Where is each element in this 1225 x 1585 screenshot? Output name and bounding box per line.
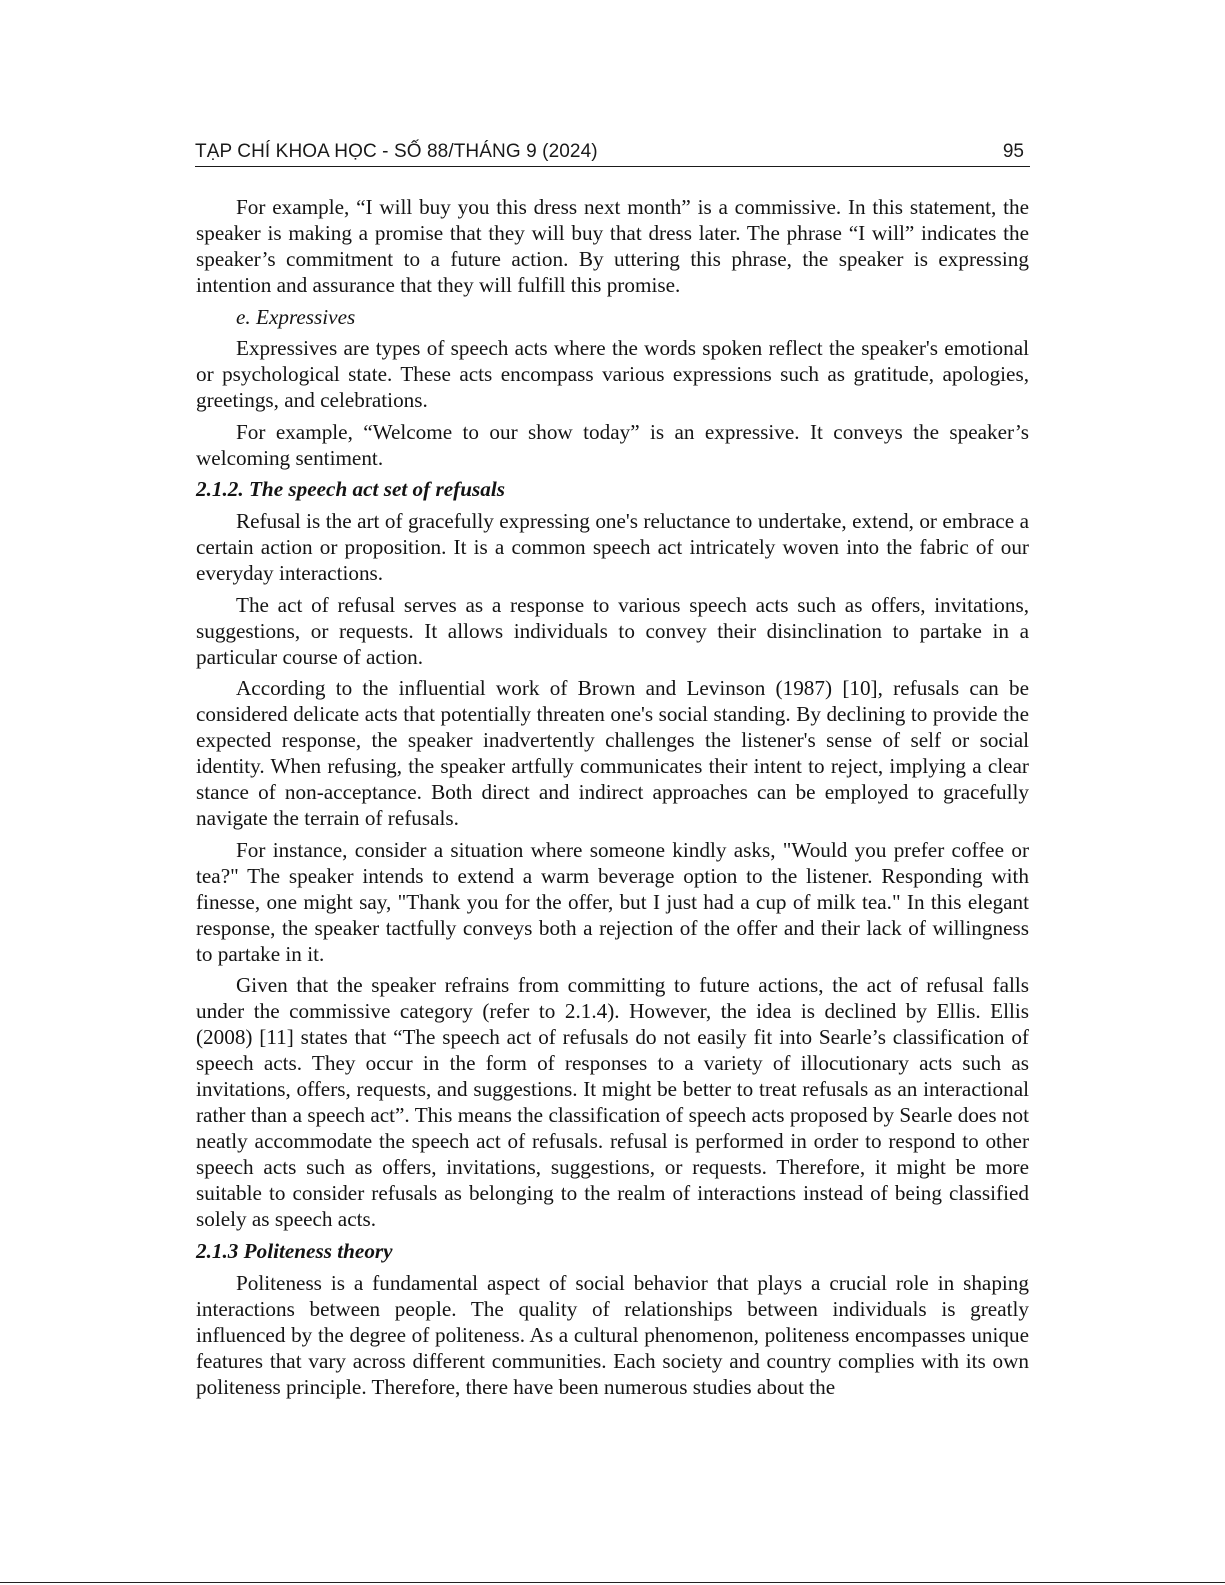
paragraph: Refusal is the art of gracefully expressing one's reluctance to undertake, extend, or embrace a certain action or proposition. It is a common speech act intricately woven into the fabric of our everyday interactions. [196, 508, 1029, 585]
running-header [195, 140, 1030, 167]
paragraph: Expressives are types of speech acts where the words spoken reflect the speaker's emotional or psychological state. These acts encompass various expressions such as gratitude, apologies, greetings, and celebrations. [196, 336, 1029, 413]
paragraph: Politeness is a fundamental aspect of social behavior that plays a crucial role in shaping interactions between people. The quality of relationships between individuals is greatly influenced by the degree of politeness. As a cultural phenomenon, politeness encompasses unique features that vary across different communities. Each society and country complies with its own politeness principle. Therefore, there have been numerous studies about the [196, 1270, 1029, 1399]
paragraph: According to the influential work of Brown and Levinson (1987) [10], refusals can be considered delicate acts that potentially threaten one's social standing. By declining to provide the expected response, the speaker inadvertently challenges the listener's sense of self or social identity. When refusing, the speaker artfully communicates their intent to reject, implying a clear stance of non-acceptance. Both direct and indirect approaches can be employed to gracefully navigate the terrain of refusals. [196, 676, 1029, 831]
paragraph: For example, “Welcome to our show today” is an expressive. It conveys the speaker’s welcoming sentiment. [196, 419, 1029, 470]
article-body [196, 194, 1029, 1400]
paragraph: The act of refusal serves as a response to various speech acts such as offers, invitations, suggestions, or requests. It allows individuals to convey their disinclination to partake in a particular course of action. [196, 592, 1029, 669]
page-edge-divider [0, 1582, 1225, 1583]
journal-title: TẠP CHÍ KHOA HỌC - SỐ 88/THÁNG 9 (2024) [195, 141, 598, 162]
paragraph: For example, “I will buy you this dress next month” is a commissive. In this statement, the speaker is making a promise that they will buy that dress later. The phrase “I will” indicates the speaker’s commitment to a future action. By uttering this phrase, the speaker is expressing intention and assurance that they will fulfill this promise. [196, 195, 1029, 297]
page-number: 95 [1002, 141, 1024, 162]
section-heading-2-1-2: 2.1.2. The speech act set of refusals [196, 477, 505, 502]
paragraph: For instance, consider a situation where someone kindly asks, "Would you prefer coffee or tea?" The speaker intends to extend a warm beverage option to the listener. Responding with finesse, one might say, "Thank you for the offer, but I just had a cup of milk tea." In this elegant response, the speaker tactfully conveys both a rejection of the offer and their lack of willingness to partake in it. [196, 837, 1029, 966]
paragraph: Given that the speaker refrains from committing to future actions, the act of refusal falls under the commissive category (refer to 2.1.4). However, the idea is declined by Ellis. Ellis (2008) [11] states that “The speech act of refusals do not easily fit into Searle’s classification of speech acts. They occur in the form of responses to a variety of illocutionary acts such as invitations, offers, requests, and suggestions. It might be better to treat refusals as an interactional rather than a speech act”. This means the classification of speech acts proposed by Searle does not neatly accommodate the speech act of refusals. refusal is performed in order to respond to other speech acts such as offers, invitations, suggestions, or requests. Therefore, it might be more suitable to consider refusals as belonging to the realm of interactions instead of being classified solely as speech acts. [196, 973, 1029, 1232]
subsection-heading-expressives: e. Expressives [236, 304, 356, 329]
section-heading-2-1-3: 2.1.3 Politeness theory [196, 1238, 393, 1263]
